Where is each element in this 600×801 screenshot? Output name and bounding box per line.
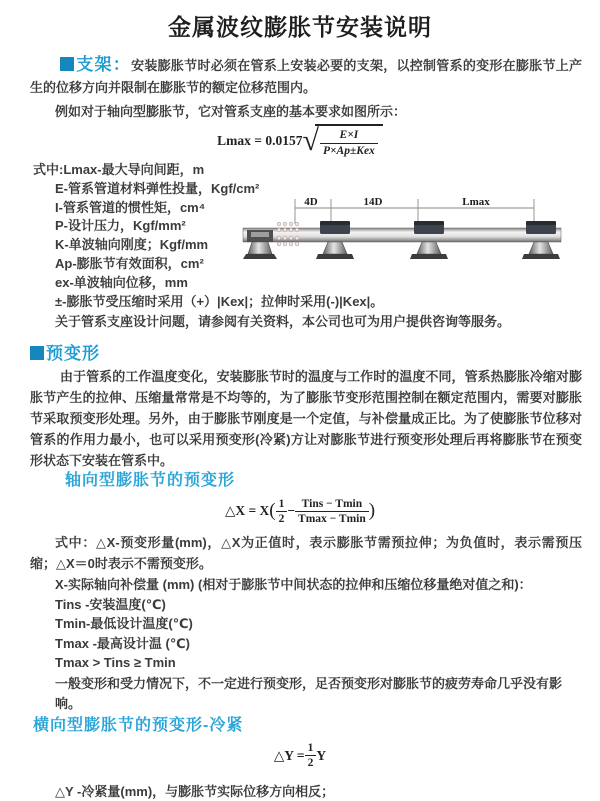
parameter-item: Tmax > Tins ≥ Tmin <box>55 655 176 671</box>
parameter-item: X-实际轴向补偿量 (mm) (相对于膨胀节中间状态的拉伸和压缩位移量绝对值之和)： <box>55 577 532 593</box>
support-section-header <box>60 55 131 74</box>
predeform-section-header <box>30 339 600 364</box>
lmax-formula <box>0 124 600 158</box>
temperature-fraction <box>295 497 369 527</box>
minus-operator: − <box>287 503 296 519</box>
close-paren: ) <box>368 500 376 522</box>
lateral-subtitle: 横向型膨胀节的预变形-冷紧 <box>33 716 244 734</box>
definition-item: E-管系管道材料弹性投量，Kgf/cm² <box>55 180 260 196</box>
axial-note-line: 一般变形和受力情况下，不一定进行预变形，足否预变形对膨胀节的疲劳寿命几乎没有影响。 <box>55 675 563 711</box>
fraction-numerator: 1 <box>278 497 285 510</box>
half-fraction <box>305 741 317 771</box>
lmax-numerator: E×I <box>339 129 359 142</box>
predeform-paragraph: 由于管系的工作温度变化，安装膨胀节时的温度与工作时的温度不同，管系热膨胀冷缩对膨胀节产生的拉伸、压缩量常常是不均等的，为了膨胀节变形范围控制在额定范围内，需要对膨胀节采取预变形处理。另外，由于膨胀节刚度是一个定值，与补偿量成正比。为了使膨胀节位移对管系的作用力最小，也可以采用预变形(冷紧)方让对膨胀节进行预变形处理后再将膨胀节在预变形状态下安装在管系中。 <box>30 369 582 469</box>
page-title: 金属波纹膨胀节安装说明 <box>168 14 432 40</box>
lateral-formula-rhs: Y <box>316 747 327 763</box>
fraction-numerator: 1 <box>307 742 314 754</box>
fraction-denominator: 2 <box>305 755 317 770</box>
blue-square-icon <box>30 346 44 360</box>
definition-item: P-设计压力，Kgf/mm² <box>55 218 186 234</box>
axial-formula <box>0 496 600 526</box>
support-note-line: 关于管系支座设计问题，请参阅有关资料，本公司也可为用户提供咨询等服务。 <box>55 314 511 330</box>
anchor-support-icon <box>243 230 277 259</box>
parameter-item: Tmax -最高设计温 (℃) <box>55 635 190 651</box>
definition-item: Ap-膨胀节有效面积，cm² <box>55 255 204 271</box>
definition-item: ±-膨胀节受压缩时采用（+）|Kex|；拉伸时采用(-)|Kex|。 <box>55 293 384 309</box>
definition-item: 式中:Lmax-最大导向间距，m <box>33 162 205 177</box>
lateral-formula <box>0 743 600 769</box>
span-label-lmax: Lmax <box>462 196 490 208</box>
lmax-denominator: P×Ap±Kex <box>320 143 378 158</box>
support-intro-paragraph <box>30 54 582 99</box>
predeform-header-label: 预变形 <box>46 344 100 364</box>
support-spacing-diagram <box>243 194 595 290</box>
definition-item: K-单波轴向刚度；Kgf/mm <box>55 237 209 253</box>
fraction-denominator: 2 <box>276 511 288 526</box>
half-fraction <box>276 497 288 527</box>
support-header-label: 支架： <box>76 55 132 74</box>
parameter-item: Tins -安装温度(℃) <box>55 596 166 612</box>
support-example-line: 例如对于轴向型膨胀节，它对管系支座的基本要求如图所示： <box>55 104 407 119</box>
lmax-fraction <box>320 128 378 158</box>
radical-sign: √ <box>302 124 319 157</box>
axial-subtitle: 轴向型膨胀节的预变形 <box>65 472 236 490</box>
axial-parameter-list <box>55 575 600 673</box>
axial-formula-lhs: △X = X <box>224 503 270 519</box>
fraction-numerator: Tins − Tmin <box>301 497 363 510</box>
axial-explain-paragraph: 式中：△X-预变形量(mm)，△X为正值时，表示膨胀节需预拉伸；为负值时，表示需预压缩；△X＝0时表示不需预变形。 <box>30 535 582 572</box>
radical-body <box>315 124 383 158</box>
definition-item: ex-单波轴向位移，mm <box>55 274 188 290</box>
open-paren: ( <box>269 500 276 522</box>
parameter-item: Tmin-最低设计温度(℃) <box>55 616 193 632</box>
definition-item: I-管系管道的惯性矩，cm⁴ <box>55 199 206 215</box>
blue-square-icon <box>60 57 74 71</box>
support-intro-text: 安装膨胀节时必须在管系上安装必要的支架，以控制管系的变形在膨胀节上产生的位移方向并限制在膨胀节的额定位移范围内。 <box>30 58 582 95</box>
span-label-4d: 4D <box>304 196 318 208</box>
span-label-14d: 14D <box>363 196 383 208</box>
fraction-denominator: Tmax − Tmin <box>295 511 369 526</box>
lateral-definition-line: △Y -冷紧量(mm)，与膨胀节实际位移方向相反； <box>55 783 335 799</box>
lmax-formula-lhs: Lmax = 0.0157 <box>217 133 303 148</box>
lateral-formula-lhs: △Y = <box>273 747 305 763</box>
